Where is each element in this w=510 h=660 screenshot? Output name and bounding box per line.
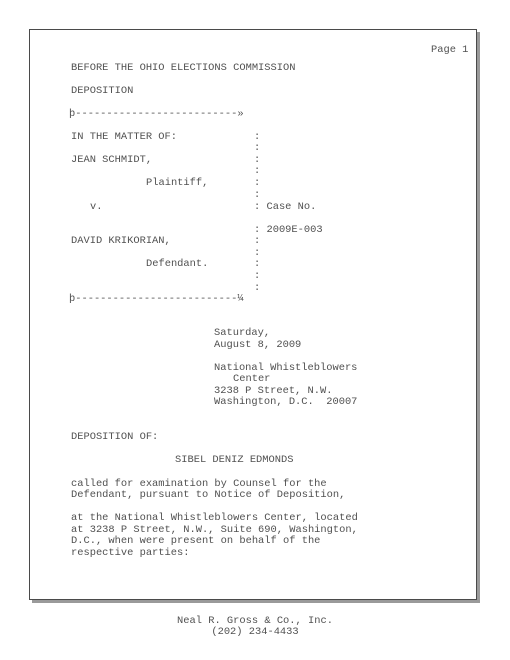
caption-colon: : — [254, 258, 261, 270]
session-day: Saturday, — [214, 327, 271, 339]
venue-name-cont: Center — [233, 373, 271, 385]
paragraph-line: at 3238 P Street, N.W., Suite 690, Washington, — [71, 524, 358, 536]
caption-bottom-rule: þ--------------------------¼ — [69, 293, 244, 305]
paragraph-line: at the National Whistleblowers Center, located — [71, 512, 358, 524]
defendant-name: DAVID KRIKORIAN, — [71, 235, 171, 247]
paragraph-line: Defendant, pursuant to Notice of Deposition, — [71, 489, 346, 501]
caption-colon: : — [254, 235, 261, 247]
commission-heading: BEFORE THE OHIO ELECTIONS COMMISSION — [71, 62, 296, 74]
deponent-name: SIBEL DENIZ EDMONDS — [175, 454, 294, 466]
case-label: : Case No. — [254, 201, 317, 213]
venue-street: 3238 P Street, N.W. — [214, 385, 333, 397]
defendant-role: Defendant. — [146, 258, 209, 270]
venue-name: National Whistleblowers — [214, 362, 358, 374]
footer-company: Neal R. Gross & Co., Inc. — [177, 615, 333, 628]
session-date: August 8, 2009 — [214, 339, 302, 351]
caption-top-rule: þ--------------------------» — [69, 108, 244, 120]
plaintiff-name: JEAN SCHMIDT, — [71, 154, 153, 166]
case-number: : 2009E-003 — [254, 224, 323, 236]
document-type: DEPOSITION — [71, 85, 134, 97]
matter-label: IN THE MATTER OF: — [71, 131, 178, 143]
caption-colon: : — [254, 142, 261, 154]
page-number: Page 1 — [431, 44, 469, 56]
plaintiff-role: Plaintiff, — [146, 177, 209, 189]
caption-colon: : — [254, 270, 261, 282]
caption-colon: : — [254, 282, 261, 294]
caption-colon: : — [254, 165, 261, 177]
caption-colon: : — [254, 247, 261, 259]
caption-colon: : — [254, 154, 261, 166]
deposition-of-label: DEPOSITION OF: — [71, 431, 159, 443]
caption-colon: : — [254, 131, 261, 143]
paragraph-line: called for examination by Counsel for the — [71, 478, 327, 490]
venue-city: Washington, D.C. 20007 — [214, 396, 358, 408]
paragraph-line: respective parties: — [71, 547, 190, 559]
footer-phone: (202) 234-4433 — [211, 626, 299, 639]
caption-colon: : — [254, 177, 261, 189]
paragraph-line: D.C., when were present on behalf of the — [71, 535, 321, 547]
caption-colon: : — [254, 189, 261, 201]
versus: v. — [90, 201, 103, 213]
